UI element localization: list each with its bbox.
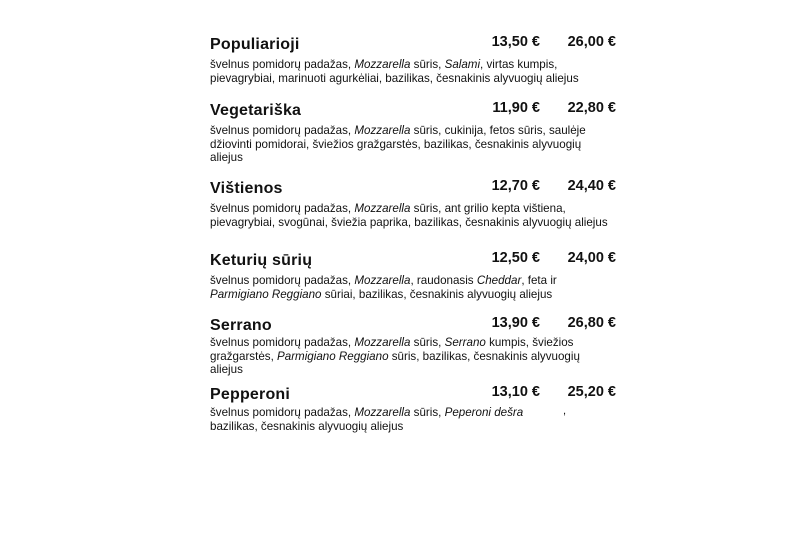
item-name: Vištienos xyxy=(210,180,283,197)
ingredient-italic: Mozzarella xyxy=(354,58,411,71)
description-text: kumpis, šviežios gražgarstės, xyxy=(210,336,574,363)
ingredient-italic: Mozzarella xyxy=(354,274,411,287)
description-text: sūriai, bazilikas, česnakinis alyvuogių aliejus xyxy=(321,287,553,301)
price-large: 26,80 € xyxy=(567,315,616,331)
item-name: Populiarioji xyxy=(210,36,300,53)
description-text: sūris, xyxy=(410,406,445,419)
item-description xyxy=(210,58,610,85)
price-large: 26,00 € xyxy=(567,34,616,50)
price-large: 24,00 € xyxy=(567,250,616,266)
ingredient-italic: Mozzarella xyxy=(354,336,411,349)
description-text: švelnus pomidorų padažas, xyxy=(210,124,355,137)
price-large: 25,20 € xyxy=(567,384,616,400)
item-description xyxy=(210,124,610,165)
description-text: sūris, xyxy=(410,336,445,349)
item-description xyxy=(210,274,610,301)
item-name: Serrano xyxy=(210,317,272,334)
description-text: švelnus pomidorų padažas, xyxy=(210,336,355,349)
description-text: sūris, xyxy=(410,58,445,71)
ingredient-italic: Parmigiano Reggiano xyxy=(277,349,389,363)
ingredient-italic: Mozzarella xyxy=(354,202,411,215)
ingredient-italic: Peperoni dešra xyxy=(444,406,524,419)
ingredient-italic: Mozzarella xyxy=(354,406,411,419)
description-text: , virtas kumpis, pievagrybiai, marinuoti agurkėliai, bazilikas, česnakinis alyvuogių aliejus xyxy=(210,58,579,85)
description-text: švelnus pomidorų padažas, xyxy=(210,202,355,215)
item-description xyxy=(210,202,610,229)
price-large: 24,40 € xyxy=(567,178,616,194)
item-name: Pepperoni xyxy=(210,386,291,403)
description-text: , raudonasis xyxy=(410,274,477,287)
description-text: švelnus pomidorų padažas, xyxy=(210,58,355,71)
item-name: Vegetariška xyxy=(210,102,302,119)
price-large: 22,80 € xyxy=(567,100,616,116)
description-text: sūris, ant grilio kepta vištiena, pievagrybiai, svogūnai, šviežia paprika, bazilikas, česnakinis alyvuogių aliejus xyxy=(210,202,608,229)
description-text: sūris, bazilikas, česnakinis alyvuogių aliejus xyxy=(210,349,580,377)
description-text: , feta ir xyxy=(521,274,557,287)
ingredient-italic: Serrano xyxy=(444,336,486,349)
price-small: 11,90 € xyxy=(492,100,540,116)
ingredient-italic: Salami xyxy=(444,58,481,71)
ingredient-italic: Parmigiano Reggiano xyxy=(210,287,322,301)
price-small: 13,90 € xyxy=(491,315,540,331)
ingredient-italic: Cheddar xyxy=(476,274,522,287)
description-text: švelnus pomidorų padažas, xyxy=(210,274,355,287)
description-text: bazilikas, česnakinis alyvuogių aliejus xyxy=(210,419,404,433)
description-text: sūris, cukinija, fetos sūris, saulėje džiovinti pomidorai, šviežios gražgarstės, bazilikas, česnakinis alyvuogių aliejus xyxy=(210,124,586,165)
description-text: švelnus pomidorų padažas, xyxy=(210,406,355,419)
price-small: 12,70 € xyxy=(491,178,540,194)
ingredient-italic: Mozzarella xyxy=(354,124,411,137)
stray-comma: , xyxy=(563,405,567,417)
item-name: Keturių sūrių xyxy=(210,252,313,269)
price-small: 13,10 € xyxy=(491,384,540,400)
price-small: 13,50 € xyxy=(491,34,540,50)
price-small: 12,50 € xyxy=(491,250,540,266)
item-description xyxy=(210,406,550,433)
item-description xyxy=(210,336,610,377)
